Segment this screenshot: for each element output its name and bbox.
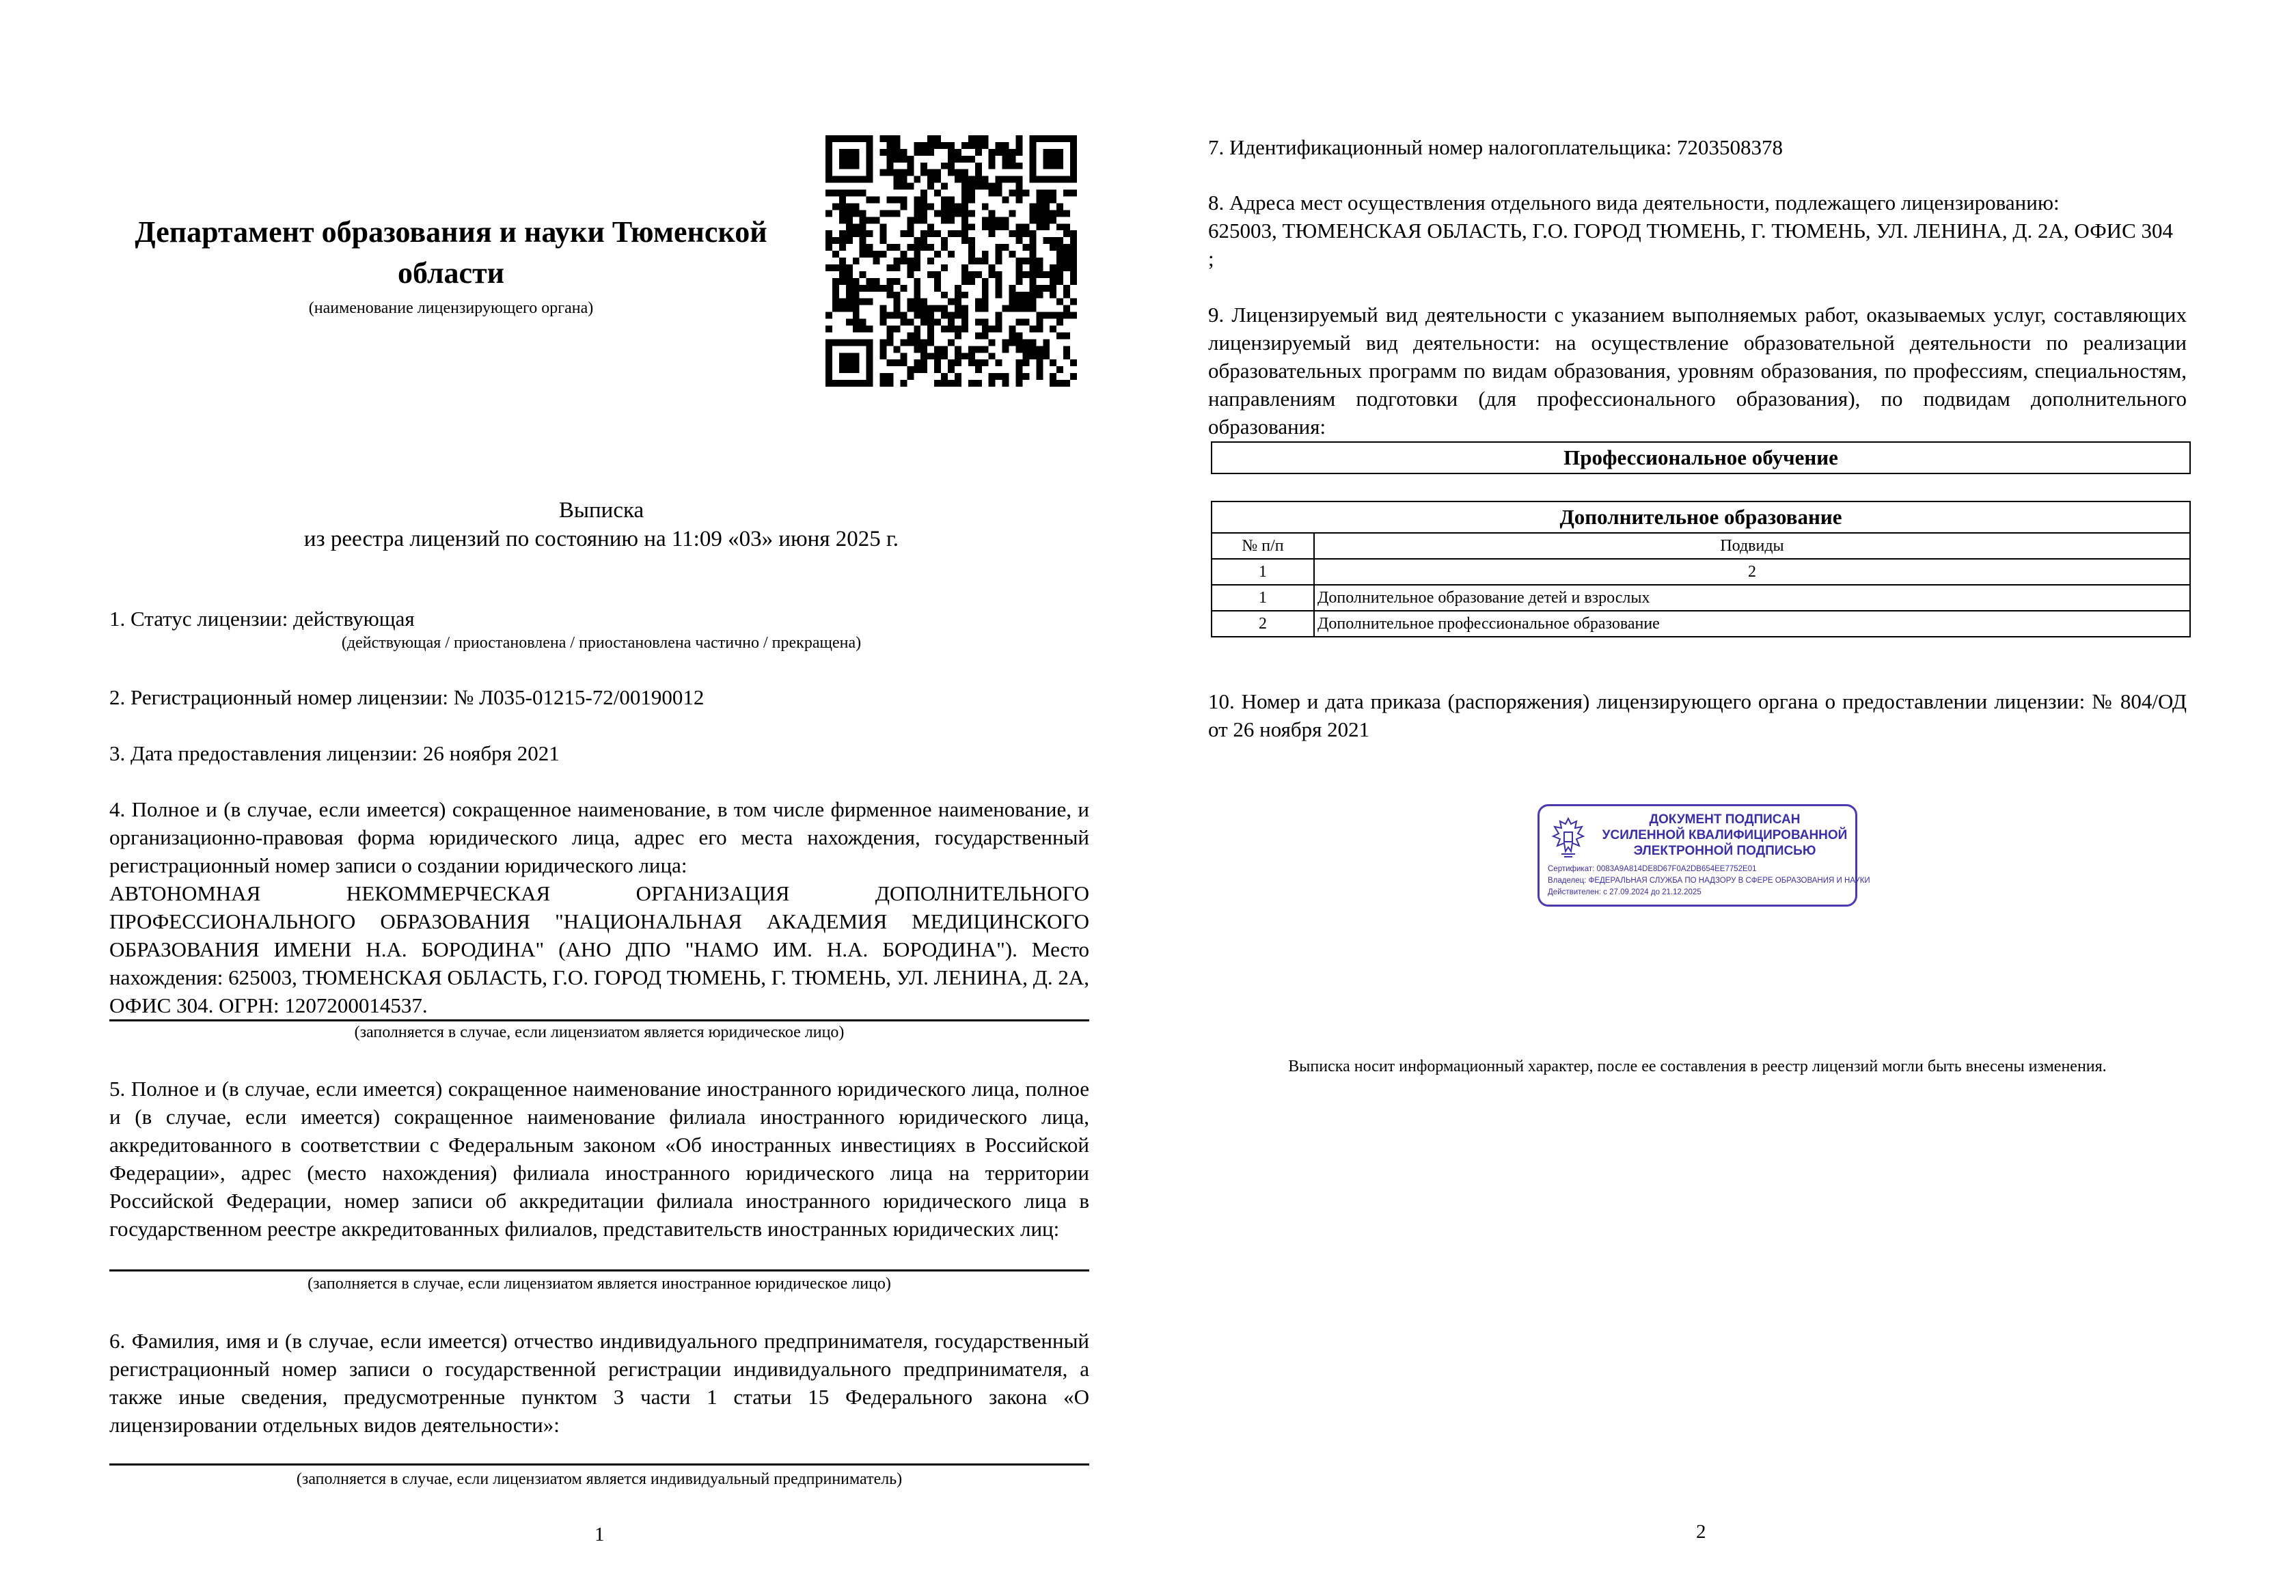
extract-heading <box>109 496 1093 553</box>
foreign-entity-rule <box>109 1269 1089 1271</box>
extract-subtitle: из реестра лицензий по состоянию на 11:09 «03» июня 2025 г. <box>303 527 899 551</box>
individual-entrepreneur-caption: (заполняется в случае, если лицензиатом является индивидуальный предприниматель) <box>296 1470 903 1488</box>
row-subtype: Дополнительное образование детей и взрослых <box>1314 585 2190 611</box>
row-number: 1 <box>1212 585 1314 611</box>
column-header-subtypes: Подвиды <box>1314 533 2190 559</box>
row-number: 2 <box>1212 611 1314 637</box>
table-row <box>1212 559 2190 585</box>
column-index-1: 1 <box>1212 559 1314 585</box>
license-status-caption: (действующая / приостановлена / приостановлена частично / прекращена) <box>341 634 862 652</box>
qr-code-icon <box>825 135 1077 387</box>
foreign-entity-caption: (заполняется в случае, если лицензиатом является иностранное юридическое лицо) <box>308 1275 891 1293</box>
individual-entrepreneur-rule <box>109 1463 1089 1466</box>
table-row <box>1212 611 2190 637</box>
row-subtype: Дополнительное профессиональное образование <box>1314 611 2190 637</box>
professional-training-title: Профессиональное обучение <box>1212 442 2190 473</box>
additional-education-table <box>1211 501 2191 637</box>
foreign-entity-label: 5. Полное и (в случае, если имеется) сокращенное наименование иностранного юридического лица, полное и (в случае, если имеется) сокращенное наименование филиала иностранного юридического лица, аккредитованного в соответствии с Федеральным законом «Об иностранных инвестициях в Российской Федерации», адрес (место нахождения) филиала иностранного юридического лица на территории Российской Федерации, номер записи об аккредитации филиала иностранного юридического лица в государственном реестре аккредитованных филиалов, представительств иностранных юридических лиц: <box>109 1077 1089 1241</box>
coat-of-arms-icon <box>1549 816 1587 861</box>
stamp-certificate: Сертификат: 0083A9A814DE8D67F0A2DB654EE7752E01 <box>1548 865 1757 873</box>
legal-entity-value: АВТОНОМНАЯ НЕКОММЕРЧЕСКАЯ ОРГАНИЗАЦИЯ ДОПОЛНИТЕЛЬНОГО ПРОФЕССИОНАЛЬНОГО ОБРАЗОВАНИЯ "НАЦИОНАЛЬНАЯ АКАДЕМИЯ МЕДИЦИНСКОГО ОБРАЗОВАНИЯ ИМЕНИ Н.А. БОРОДИНА" (АНО ДПО "НАМО ИМ. Н.А. БОРОДИНА"). Место нахождения: 625003, ТЮМЕНСКАЯ ОБЛАСТЬ, Г.О. ГОРОД ТЮМЕНЬ, Г. ТЮМЕНЬ, УЛ. ЛЕНИНА, Д. 2А, ОФИС 304. ОГРН: 1207200014537. <box>109 881 1089 1017</box>
stamp-title-line-3: ЭЛЕКТРОННОЙ ПОДПИСЬЮ <box>1633 844 1816 858</box>
column-index-2: 2 <box>1314 559 2190 585</box>
legal-entity-label: 4. Полное и (в случае, если имеется) сокращенное наименование, в том числе фирменное наименование, и организационно-правовая форма юридического лица, адрес его места нахождения, государственный регистрационный номер записи о создании юридического лица: <box>109 797 1089 877</box>
column-header-number: № п/п <box>1212 533 1314 559</box>
stamp-title <box>1601 812 1848 859</box>
activity-addresses-value: 625003, ТЮМЕНСКАЯ ОБЛАСТЬ, Г.О. ГОРОД ТЮМЕНЬ, Г. ТЮМЕНЬ, УЛ. ЛЕНИНА, Д. 2А, ОФИС 304 <box>1208 219 2173 243</box>
individual-entrepreneur-label: 6. Фамилия, имя и (в случае, если имеется) отчество индивидуального предпринимателя, государственный регистрационный номер записи о государственной регистрации индивидуального предпринимателя, а также иные сведения, предусмотренные пунктом 3 части 1 статьи 15 Федерального закона «О лицензировании отдельных видов деятельности»: <box>109 1329 1089 1437</box>
page-number: 1 <box>594 1524 605 1545</box>
license-registration-number: 2. Регистрационный номер лицензии: № Л035-01215-72/00190012 <box>109 685 705 709</box>
licensing-authority-caption: (наименование лицензирующего органа) <box>308 299 594 317</box>
page-number: 2 <box>1696 1521 1706 1543</box>
license-issue-date: 3. Дата предоставления лицензии: 26 ноября 2021 <box>109 741 560 765</box>
license-status: 1. Статус лицензии: действующая <box>109 607 415 631</box>
legal-entity-rule <box>109 1019 1089 1021</box>
license-order: 10. Номер и дата приказа (распоряжения) лицензирующего органа о предоставлении лицензии: № 804/ОД от 26 ноября 2021 <box>1208 689 2187 741</box>
informational-note: Выписка носит информационный характер, после ее составления в реестр лицензий могли быть внесены изменения. <box>1288 1058 2107 1075</box>
taxpayer-id: 7. Идентификационный номер налогоплательщика: 7203508378 <box>1208 135 1783 159</box>
table-row <box>1212 585 2190 611</box>
licensed-activity: 9. Лицензируемый вид деятельности с указанием выполняемых работ, оказываемых услуг, составляющих лицензируемый вид деятельности: на осуществление образовательной деятельности по реализации образовательных программ по видам образования, уровням образования, по профессиям, специальностям, направлениям подготовки (для профессионального образования), по подвидам дополнительного образования: <box>1208 303 2187 439</box>
activity-addresses-tail: ; <box>1208 247 1214 271</box>
licensing-authority-block <box>109 212 793 318</box>
stamp-title-line-1: ДОКУМЕНТ ПОДПИСАН <box>1649 812 1801 827</box>
legal-entity-caption: (заполняется в случае, если лицензиатом является юридическое лицо) <box>354 1023 845 1041</box>
activity-addresses-label: 8. Адреса мест осуществления отдельного вида деятельности, подлежащего лицензированию: <box>1208 191 2060 215</box>
additional-education-title: Дополнительное образование <box>1212 501 2190 533</box>
stamp-title-line-2: УСИЛЕННОЙ КВАЛИФИЦИРОВАННОЙ <box>1602 828 1848 842</box>
professional-training-table <box>1211 441 2191 474</box>
stamp-owner: Владелец: ФЕДЕРАЛЬНАЯ СЛУЖБА ПО НАДЗОРУ В СФЕРЕ ОБРАЗОВАНИЯ И НАУКИ <box>1548 877 1870 885</box>
stamp-validity: Действителен: с 27.09.2024 до 21.12.2025 <box>1548 888 1702 896</box>
extract-title: Выписка <box>558 498 644 523</box>
electronic-signature-stamp <box>1538 804 1870 907</box>
licensing-authority-name: Департамент образования и науки Тюменской области <box>135 215 767 290</box>
